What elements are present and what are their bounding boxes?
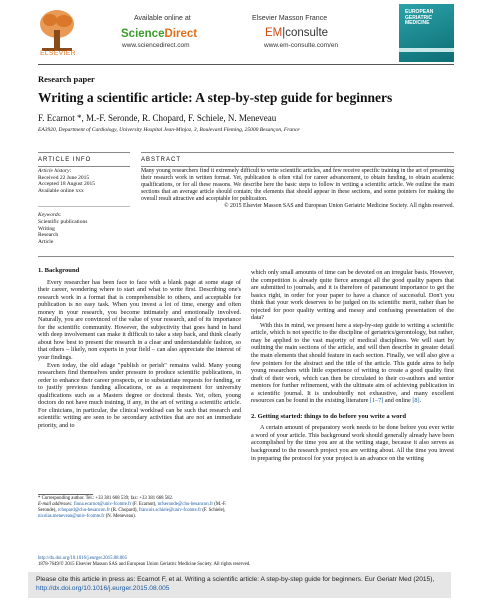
journal-cover bbox=[399, 4, 454, 62]
abstract-rule-bottom bbox=[38, 256, 454, 257]
author-list: F. Ecarnot *, M.-F. Seronde, R. Chopard, F. Schiele, N. Meneveau bbox=[38, 113, 277, 123]
email-link[interactable]: francois.schiele@univ-fcomte.fr bbox=[138, 508, 202, 513]
article-info-rule bbox=[38, 166, 130, 167]
email-owner: (F. Ecarnot), bbox=[132, 502, 157, 507]
email-link[interactable]: nicolas.meneveau@univ-fcomte.fr bbox=[38, 514, 105, 519]
keyword-item: Writing bbox=[38, 225, 55, 232]
email-owner: (M.-F. Seronde), bbox=[38, 502, 227, 513]
cover-band bbox=[399, 48, 454, 52]
cover-title: EUROPEAN GERIATRIC MEDICINE bbox=[405, 9, 434, 27]
issn-line: 1878-7649/© 2015 Elsevier Masson SAS and European Union Geriatric Medicine Society. All rights reserved. bbox=[38, 562, 251, 567]
journal-publisher: Elsevier Masson France bbox=[252, 15, 328, 22]
article-info-rule-top bbox=[38, 152, 130, 153]
em-part: EM bbox=[265, 27, 283, 39]
abstract-text: Many young researchers find it extremely difficult to write scientific articles, and few receive specific training in the art of presenting their research work in written format. Yet, publication is often vital for career advancement, to obtain funding, to obtain academic qualifications, or for all these reasons. We describe here the basic steps to follow in writing a scientific article. We outline the main sections that an average article should contain; the elements that should appear in these sections, and some pointers for making the overall result attractive and acceptable for publication. bbox=[141, 168, 454, 203]
history-label: Article history: bbox=[38, 168, 72, 174]
keyword-item: Scientific publications bbox=[38, 218, 88, 225]
sciencedirect-part-b: Direct bbox=[164, 28, 198, 40]
abstract-copyright: © 2015 Elsevier Masson SAS and European Union Geriatric Medicine Society. All rights reserved. bbox=[224, 203, 454, 210]
abstract-heading: ABSTRACT bbox=[141, 157, 182, 163]
doi-block bbox=[38, 556, 298, 568]
citation-sentence: Please cite this article in press as: Ecarnot F, et al. Writing a scientific article: A step-by-step guide for beginners. Eur Geriatr Med (2015), bbox=[36, 576, 435, 583]
citation-link[interactable]: [8] bbox=[412, 397, 420, 405]
keywords-list bbox=[38, 212, 128, 246]
email-owner: (N. Meneveau). bbox=[105, 514, 136, 519]
keyword-item: Research bbox=[38, 232, 59, 239]
email-addresses bbox=[38, 502, 241, 520]
consulte-part: |consulte bbox=[282, 27, 329, 39]
section-1-heading: 1. Background bbox=[38, 267, 80, 274]
body-paragraph: Even today, the old adage "publish or perish" remains valid. Many young researchers find themselves under pressure to produce scientific publications, in order to enhance their career prospects, or to substantiate requests for funding, or to justify previous funding allocations, or as a requirement for university qualifications such as a Masters degree or doctoral thesis. Yet, often, young doctors do not have much training, if any, in the art of writing a scientific article. For clinicians, in particular, the clinical workload can be such that research and scientific writing are seen to be secondary activities that are not an immediate priority, and to bbox=[38, 361, 241, 429]
article-type: Research paper bbox=[38, 74, 95, 84]
emconsulte-url[interactable]: www.em-consulte.com/en bbox=[264, 42, 339, 49]
citation-box bbox=[28, 572, 451, 598]
email-link[interactable]: rchopard@chu-besancon.fr bbox=[57, 508, 110, 513]
article-title: Writing a scientific article: A step-by-step guide for beginners bbox=[38, 90, 393, 105]
section-2-heading: 2. Getting started: things to do before you write a word bbox=[251, 412, 406, 420]
abstract-rule-top bbox=[141, 152, 454, 153]
elsevier-wordmark: ELSEVIER bbox=[40, 50, 76, 57]
header-rule bbox=[38, 64, 454, 65]
body-column-right bbox=[251, 269, 454, 462]
doi-link[interactable]: http://dx.doi.org/10.1016/j.eurger.2015.08.005 bbox=[38, 556, 127, 561]
citation-text bbox=[36, 576, 444, 593]
email-owner: (R. Chopard), bbox=[111, 508, 138, 513]
footnotes bbox=[38, 496, 241, 520]
keyword-item: Article bbox=[38, 239, 54, 246]
elsevier-tree-logo bbox=[36, 6, 78, 56]
email-owner: (F. Schiele), bbox=[202, 508, 226, 513]
received-date: Received 22 June 2015 bbox=[38, 174, 90, 181]
footnote-rule bbox=[38, 494, 93, 495]
corresponding-author: * Corresponding author. Tel.: +33 381 668 539; fax: +33 381 668 582. bbox=[38, 496, 174, 501]
body-paragraph: which only small amounts of time can be devoted on an irregular basis. However, the competition is already quite fierce amongst all the good quality papers that are submitted to journals, and it is therefore of paramount importance to get the basics right, in order for your paper to have a chance of successful. Don't you think that your work deserves to be judged on its scientific merit, rather than be rejected for poor quality writing and messy and confusing presentation of the data? bbox=[251, 269, 454, 322]
article-info-heading: ARTICLE INFO bbox=[38, 157, 92, 163]
article-history bbox=[38, 168, 128, 194]
keywords-rule bbox=[38, 206, 130, 207]
abstract-rule bbox=[141, 166, 454, 167]
body-paragraph: With this in mind, we present here a step-by-step guide to writing a scientific article, which is not specific to the discipline of geriatrics/gerontology, but rather, may be applied to the vast majority of medical disciplines. We will start by outlining the main sections of the article, and will then describe in greater detail the main elements that should feature in each section. Finally, we will also give a few pointers for the abstract and the title of the article. This guide aims to help young researchers with little experience of writing to create a good quality first draft of their work, which can then be circulated to their co-authors and senior mentors for further refinement, with the ultimate aim of achieving publication in a scientific journal. It is undoubtedly not exhaustive, and many excellent resources can be found in the existing literature [1–7] and online [8]. bbox=[251, 321, 454, 405]
citation-link[interactable]: [1–7] bbox=[369, 397, 384, 405]
emconsulte-logo bbox=[265, 27, 328, 39]
abstract-body bbox=[141, 168, 454, 211]
body-paragraph: A certain amount of preparatory work needs to be done before you ever write a word of your article. This background work should generally already have been accomplished by the time you are at the writing stage, because it also serves as background to the research project you are writing about. All the time you invest in preparing the protocol for your project is an advance on the writing bbox=[251, 424, 454, 462]
affiliation: EA3920, Department of Cardiology, University Hospital Jean-Minjoz, 3, Boulevard Fleming, 25000 Besançon, France bbox=[38, 127, 300, 133]
body-paragraph: Every researcher has been face to face with a blank page at some stage of their career, wondering where to start and what to write first. Describing one's research work in a format that is comprehensible to others, and acceptable for publication is no easy task. When you invest a lot of time, energy and often money in your research, you become intimately and emotionally involved. Naturally, you are convinced of the value of your research, and of its importance for the scientific community. However, the subjectivity that goes hand in hand with deep involvement can make it difficult to take a step back, and think clearly about how best to present the research in a clear and understandable fashion, so that others – likely, non experts in your field – can also appreciate the interest of your findings. bbox=[38, 278, 241, 362]
email-label: E-mail addresses: bbox=[38, 502, 73, 507]
citation-doi-link[interactable]: http://dx.doi.org/10.1016/j.eurger.2015.08.005 bbox=[36, 584, 170, 592]
sciencedirect-part-a: Science bbox=[121, 28, 165, 40]
sciencedirect-logo bbox=[121, 28, 197, 40]
email-link[interactable]: mfseronde@chu-besancon.fr bbox=[157, 502, 214, 507]
online-date: Available online xxx bbox=[38, 187, 84, 194]
sciencedirect-url[interactable]: www.sciencedirect.com bbox=[122, 42, 190, 49]
paragraph-text: With this in mind, we present here a step-by-step guide to writing a scientific article, which is not specific to the discipline of geriatrics/gerontology, but rather, may be applied to the vast majority of medical disciplines. We will start by outlining the main sections of the article, and will then describe in greater detail the main elements that should feature in each section. Finally, we will also give a few pointers for the abstract and the title of the article. This guide aims to help young researchers with little experience of writing to create a good quality first draft of their work, which can then be circulated to their co-authors and senior mentors for further refinement, with the ultimate aim of achieving publication in a scientific journal. It is undoubtedly not exhaustive, and many excellent resources can be found in the existing literature bbox=[251, 321, 454, 405]
paragraph-text: and online bbox=[384, 397, 411, 405]
body-column-left bbox=[38, 267, 241, 429]
keywords-label: Keywords: bbox=[38, 212, 62, 218]
email-link[interactable]: fiona.ecarnot@univ-fcomte.fr bbox=[73, 502, 132, 507]
available-online-label: Available online at bbox=[134, 15, 191, 22]
accepted-date: Accepted 18 August 2015 bbox=[38, 181, 95, 187]
